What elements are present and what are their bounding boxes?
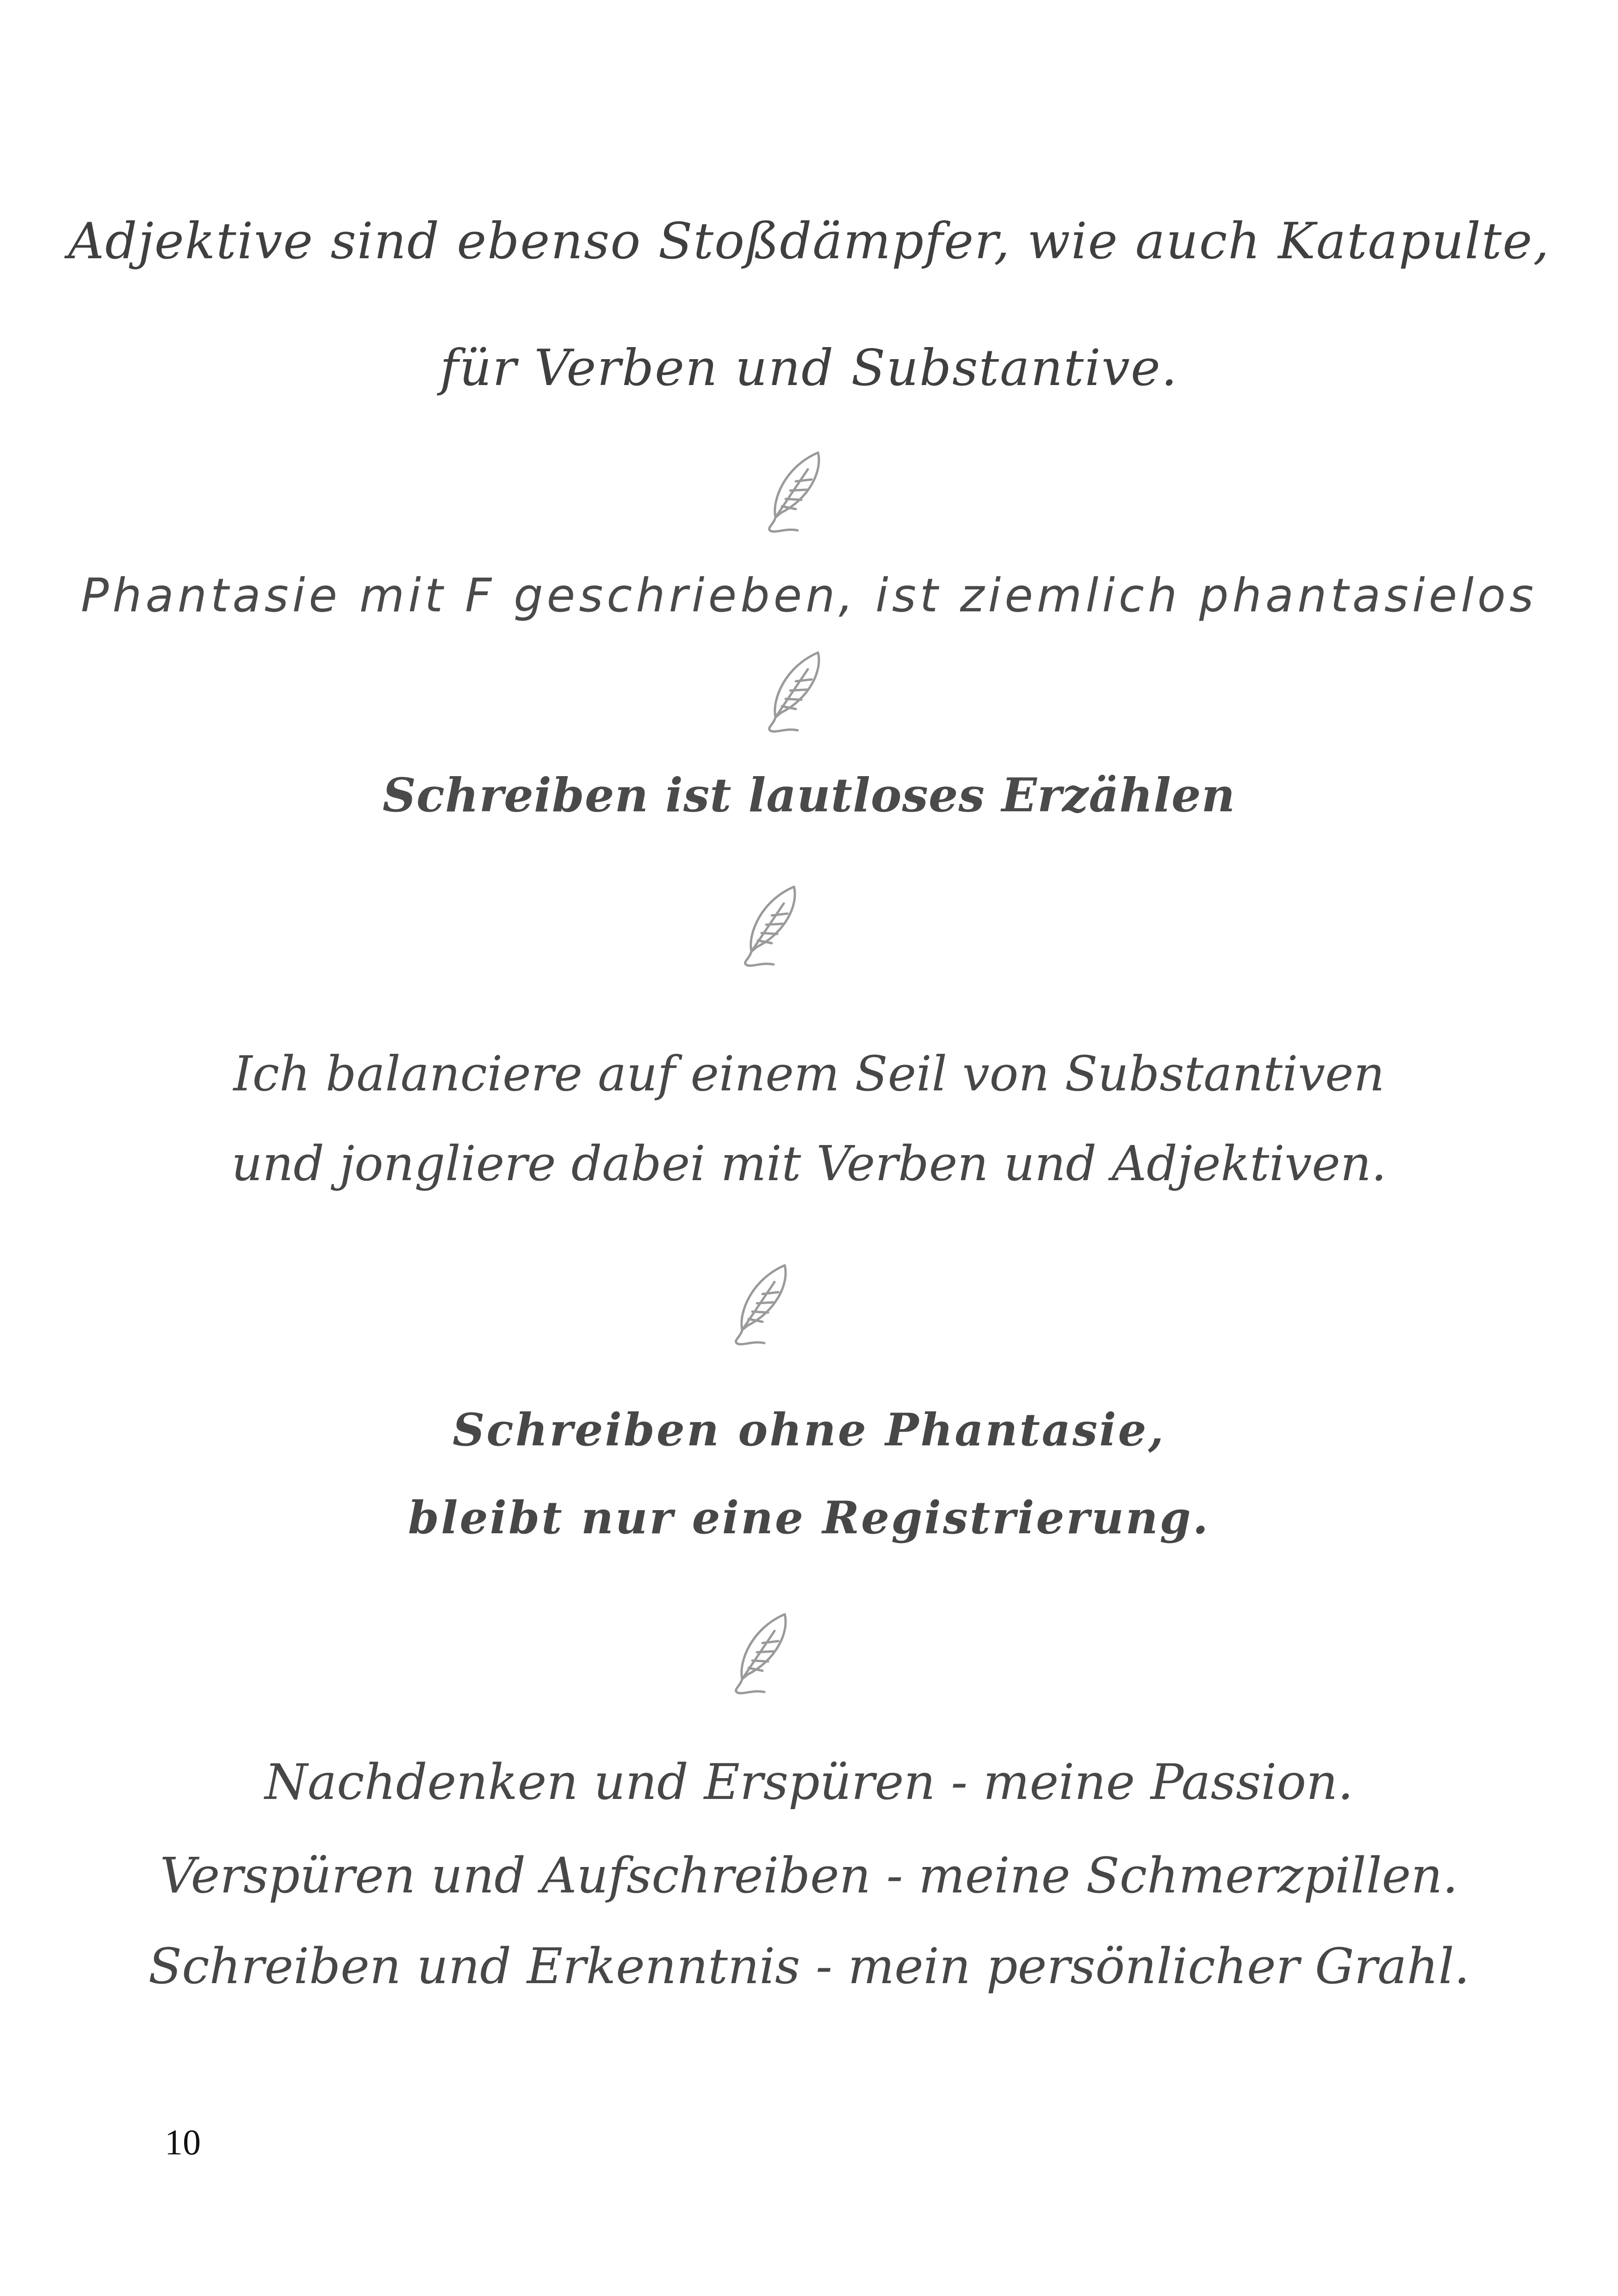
quote-1-line-1: Adjektive sind ebenso Stoßdämpfer, wie auch Katapulte, xyxy=(68,212,1550,270)
quote-1-line-2: für Verben und Substantive. xyxy=(440,339,1178,397)
quote-3-line-1: Schreiben ist lautloses Erzählen xyxy=(382,768,1236,822)
feather-quill-icon xyxy=(729,882,803,970)
feather-quill-icon xyxy=(753,648,827,736)
quote-2-line-1: Phantasie mit F geschrieben, ist ziemlich phantasielos xyxy=(81,568,1537,622)
page-number: 10 xyxy=(165,2122,201,2162)
quote-5-line-2: bleibt nur eine Registrierung. xyxy=(408,1492,1210,1544)
quote-4-line-2: und jongliere dabei mit Verben und Adjektiven. xyxy=(231,1135,1387,1192)
quote-5-line-1: Schreiben ohne Phantasie, xyxy=(453,1404,1165,1456)
quote-6-line-1: Nachdenken und Erspüren - meine Passion. xyxy=(265,1754,1353,1811)
feather-quill-icon xyxy=(753,448,827,536)
quote-6-line-3: Schreiben und Erkenntnis - mein persönlicher Grahl. xyxy=(148,1938,1470,1995)
quote-4-line-1: Ich balanciere auf einem Seil von Substantiven xyxy=(233,1045,1385,1102)
quote-6-line-2: Verspüren und Aufschreiben - meine Schmerzpillen. xyxy=(160,1847,1458,1904)
feather-quill-icon xyxy=(720,1610,794,1698)
feather-quill-icon xyxy=(720,1261,794,1349)
